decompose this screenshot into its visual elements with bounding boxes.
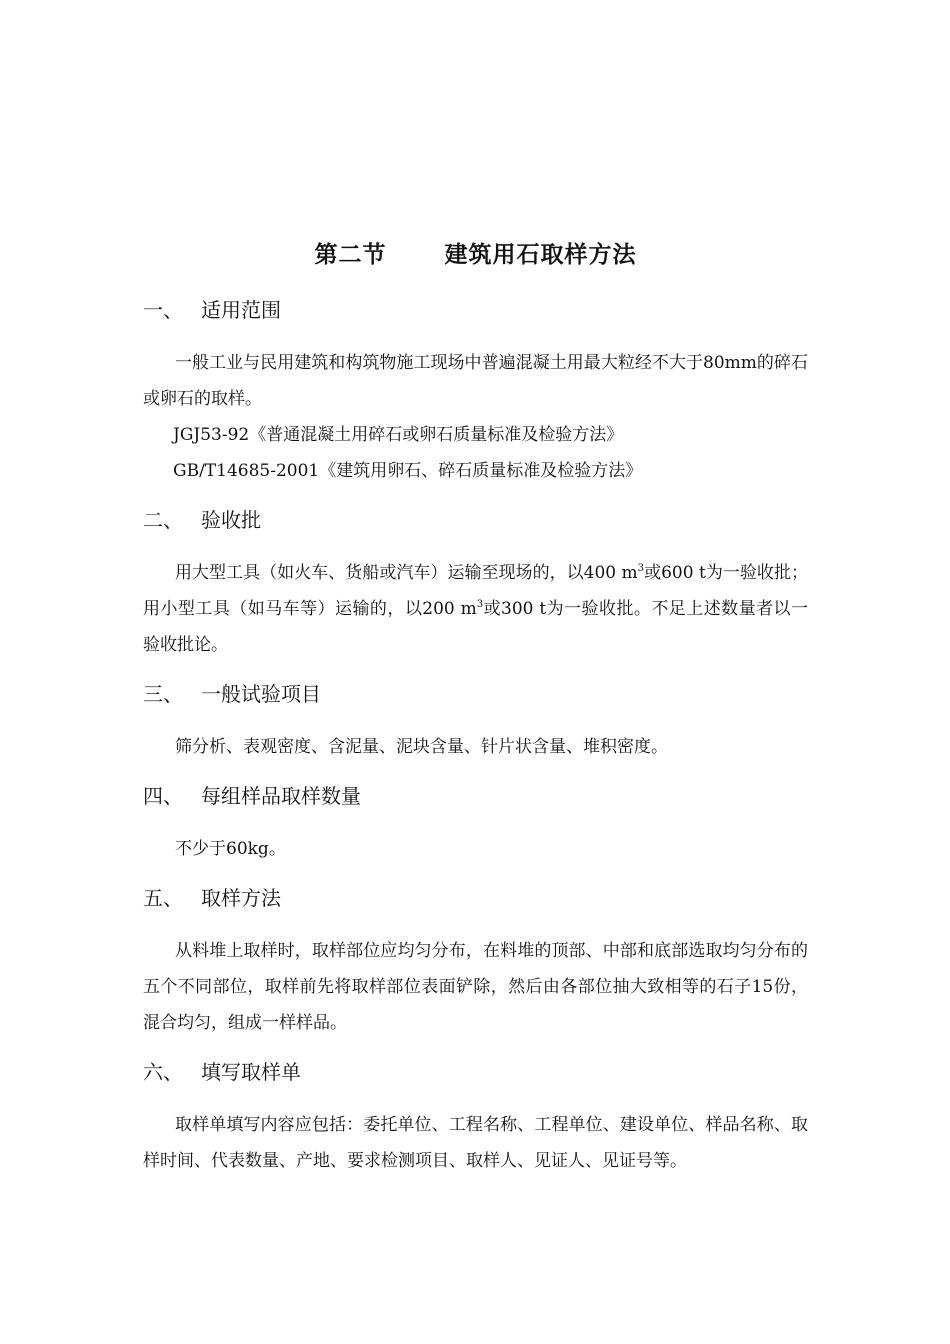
section-number: 四、 — [143, 784, 183, 808]
section-title: 填写取样单 — [201, 1060, 301, 1084]
section-number: 三、 — [143, 682, 183, 706]
section-5 — [143, 883, 808, 1041]
section-body: 筛分析、表观密度、含泥量、泥块含量、针片状含量、堆积密度。 — [175, 737, 668, 757]
section-title: 一般试验项目 — [201, 682, 321, 706]
section-2 — [143, 505, 808, 663]
section-heading — [143, 1057, 808, 1087]
section-number: 六、 — [143, 1060, 183, 1084]
section-1 — [143, 295, 808, 489]
standard-reference: JGJ53-92《普通混凝土用碎石或卵石质量标准及检验方法》 — [173, 425, 624, 445]
body-text: 用大型工具（如火车、货船或汽车）运输至现场的，以400 m — [175, 563, 638, 583]
section-heading — [143, 679, 808, 709]
section-3 — [143, 679, 808, 765]
section-body: 不少于60kg。 — [175, 839, 286, 859]
section-heading — [143, 295, 808, 325]
section-number: 一、 — [143, 298, 183, 322]
section-heading — [143, 505, 808, 535]
standard-reference: GB/T14685-2001《建筑用卵石、碎石质量标准及检验方法》 — [173, 461, 643, 481]
section-title: 验收批 — [201, 508, 261, 532]
section-body: 从料堆上取样时，取样部位应均匀分布，在料堆的顶部、中部和底部选取均匀分布的五个不同部位，取样前先将取样部位表面铲除，然后由各部位抽大致相等的石子15份，混合均匀，组成一样样品。 — [143, 941, 808, 1033]
section-body: 取样单填写内容应包括：委托单位、工程名称、工程单位、建设单位、样品名称、取样时间、代表数量、产地、要求检测项目、取样人、见证人、见证号等。 — [143, 1115, 808, 1171]
title-name: 建筑用石取样方法 — [444, 241, 637, 268]
section-body: 一般工业与民用建筑和构筑物施工现场中普遍混凝土用最大粒经不大于80mm的碎石或卵石的取样。 — [143, 353, 808, 409]
section-number: 五、 — [143, 886, 183, 910]
section-heading — [143, 781, 808, 811]
section-title: 适用范围 — [201, 298, 281, 322]
superscript: 3 — [637, 563, 645, 574]
section-number: 二、 — [143, 508, 183, 532]
section-title: 取样方法 — [201, 886, 281, 910]
section-heading — [143, 883, 808, 913]
body-text: 或300 t为一验收批。不足上述数量者以一验收批论。 — [143, 599, 808, 655]
title-section: 第二节 — [314, 241, 387, 268]
section-body — [143, 555, 808, 663]
section-title: 每组样品取样数量 — [201, 784, 361, 808]
section-6 — [143, 1057, 808, 1179]
body-text: 或600 t为一验收批；用小型工具（如马车等）运输的，以200 m — [143, 563, 808, 619]
document-page — [143, 236, 808, 1195]
superscript: 3 — [476, 599, 484, 610]
section-4 — [143, 781, 808, 867]
document-title — [143, 236, 808, 269]
